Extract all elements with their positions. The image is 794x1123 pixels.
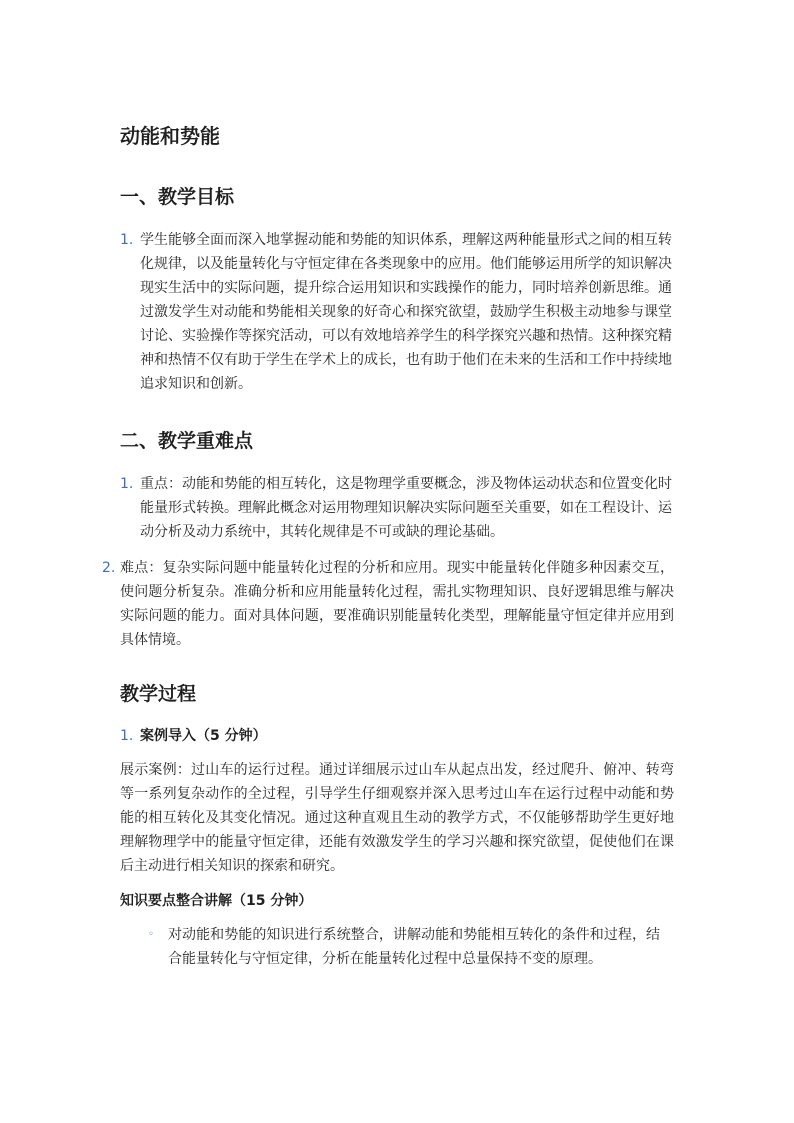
step2-bullet-text: 对动能和势能的知识进行系统整合，讲解动能和势能相互转化的条件和过程，结合能量转化与守恒定律，分析在能量转化过程中总量保持不变的原理。: [168, 927, 660, 967]
section-heading-keypoints: 二、教学重难点: [120, 430, 254, 452]
goal-item-text: 学生能够全面而深入地掌握动能和势能的知识体系，理解这两种能量形式之间的相互转化规律，以及能量转化与守恒定律在各类现象中的应用。他们能够运用所学的知识解决现实生活中的实际问题，提升综合运用知识和实践操作的能力，同时培养创新思维。通过激发学生对动能和势能相关现象的好奇心和探究欲望，鼓励学生积极主动地参与课堂讨论、实验操作等探究活动，可以有效地培养学生的科学探究兴趣和热情。这种探究精神和热情不仅有助于学生在学术上的成长，也有助于他们在未来的生活和工作中持续地追求知识和创新。: [140, 232, 672, 392]
step1-title: 案例导入（5 分钟）: [140, 728, 267, 744]
hollow-bullet-icon: ◦: [148, 929, 154, 940]
difficulty-item-text: 难点：复杂实际问题中能量转化过程的分析和应用。现实中能量转化伴随多种因素交互，使问题分析复杂。准确分析和应用能量转化过程，需扎实物理知识、良好逻辑思维与解决实际问题的能力。面对具体问题，要准确识别能量转化类型，理解能量守恒定律并应用到具体情境。: [120, 560, 674, 648]
list-number: 2.: [102, 560, 116, 576]
list-number: 1.: [120, 476, 134, 492]
document-title: 动能和势能: [120, 124, 220, 148]
list-number: 1.: [120, 232, 134, 248]
list-number: 1.: [120, 728, 134, 744]
step2-title: 知识要点整合讲解（15 分钟）: [120, 893, 313, 909]
section-heading-process: 教学过程: [120, 683, 197, 705]
section-heading-goals: 一、教学目标: [120, 186, 235, 208]
step1-description: 展示案例：过山车的运行过程。通过详细展示过山车从起点出发，经过爬升、俯冲、转弯等一系列复杂动作的全过程，引导学生仔细观察并深入思考过山车在运行过程中动能和势能的相互转化及其变化情况。通过这种直观且生动的教学方式，不仅能够帮助学生更好地理解物理学中的能量守恒定律，还能有效激发学生的学习兴趣和探究欲望，促使他们在课后主动进行相关知识的探索和研究。: [120, 762, 674, 874]
keypoint-item-text: 重点：动能和势能的相互转化，这是物理学重要概念，涉及物体运动状态和位置变化时能量形式转换。理解此概念对运用物理知识解决实际问题至关重要，如在工程设计、运动分析及动力系统中，其转化规律是不可或缺的理论基础。: [140, 476, 672, 540]
